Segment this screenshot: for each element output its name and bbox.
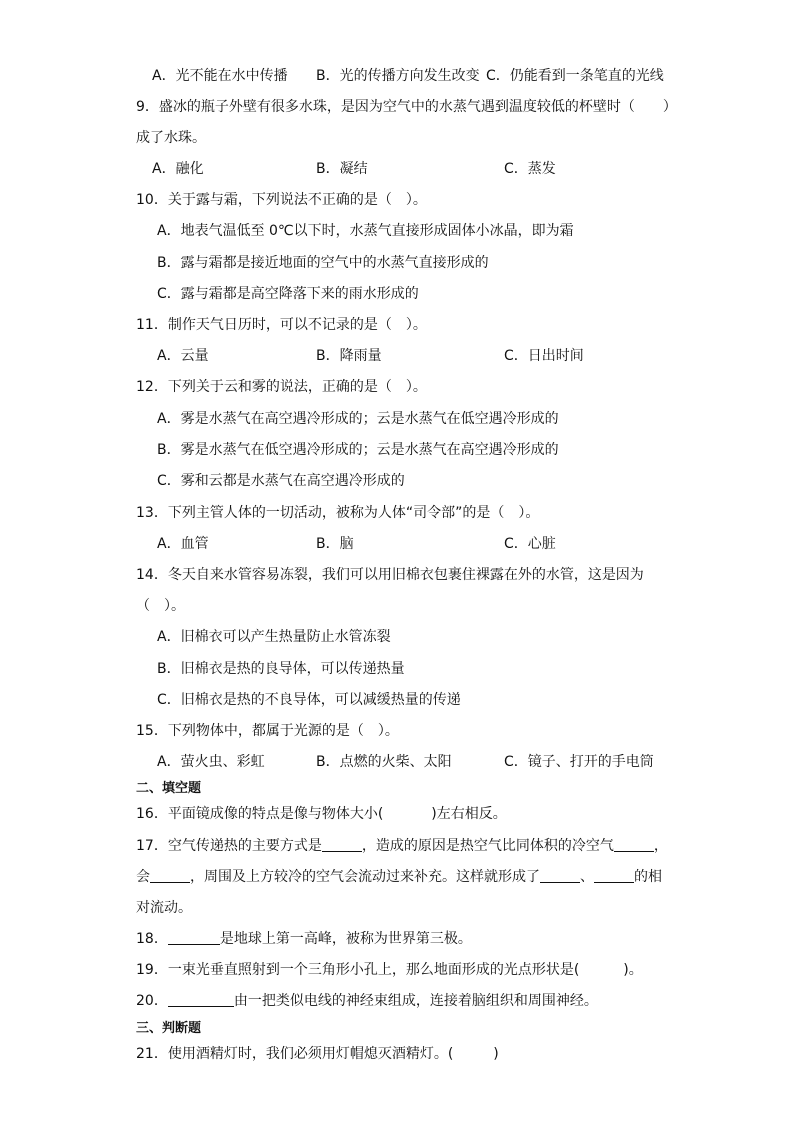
- q17-line3: 对流动。: [136, 900, 192, 916]
- q12-option-c: C．雾和云都是水蒸气在高空遇冷形成的: [157, 473, 405, 489]
- q21: [136, 1044, 499, 1064]
- q9-option-a: A．融化: [152, 161, 204, 177]
- q18: [136, 929, 472, 949]
- q17-blank-3[interactable]: [150, 868, 190, 883]
- q20-number: 20．: [136, 993, 168, 1009]
- q17-blank-5[interactable]: [594, 868, 634, 883]
- q14-option-a: A．旧棉衣可以产生热量防止水管冻裂: [157, 629, 391, 645]
- q19-text-b: )。: [623, 962, 643, 978]
- q16-text-a: 16．平面镜成像的特点是像与物体大小(: [136, 806, 384, 822]
- q9-stem-line2: 成了水珠。: [136, 130, 206, 146]
- q19: [136, 960, 643, 980]
- q20-text: 由一把类似电线的神经束组成，连接着脑组织和周围神经。: [233, 993, 598, 1009]
- q17-text-7: 的相: [634, 869, 662, 885]
- q14-option-b: B．旧棉衣是热的良导体，可以传递热量: [157, 661, 405, 677]
- q17-blank-4[interactable]: [540, 868, 580, 883]
- q9-option-b: B．凝结: [316, 161, 368, 177]
- section-fill-in-heading: 二、填空题: [136, 781, 202, 796]
- q15-option-b: B．点燃的火柴、太阳: [316, 754, 452, 770]
- q12-option-a: A．雾是水蒸气在高空遇冷形成的；云是水蒸气在低空遇冷形成的: [157, 411, 559, 427]
- q10-option-b: B．露与霜都是接近地面的空气中的水蒸气直接形成的: [157, 255, 489, 271]
- q17-blank-1[interactable]: [322, 837, 362, 852]
- q8-option-b: B．光的传播方向发生改变: [316, 68, 480, 84]
- q17-text-4: 会: [136, 869, 150, 885]
- section-judge-heading: 三、判断题: [136, 1021, 202, 1036]
- q11-option-b: B．降雨量: [316, 348, 382, 364]
- q8-option-a: A．光不能在水中传播: [152, 68, 288, 84]
- q17-text-2: ，造成的原因是热空气比同体积的冷空气: [361, 838, 614, 854]
- q12-option-b: B．雾是水蒸气在低空遇冷形成的；云是水蒸气在高空遇冷形成的: [157, 442, 559, 458]
- q18-blank[interactable]: [168, 930, 220, 945]
- q20-blank[interactable]: [168, 992, 234, 1007]
- q15-option-c: C．镜子、打开的手电筒: [504, 754, 654, 770]
- q11-option-a: A．云量: [157, 348, 209, 364]
- q17-text-3: ，: [653, 838, 668, 854]
- q14-option-c: C．旧棉衣是热的不良导体，可以减缓热量的传递: [157, 692, 461, 708]
- q17-line2: [136, 867, 662, 887]
- q18-number: 18．: [136, 931, 168, 947]
- q17-text-1: 17．空气传递热的主要方式是: [136, 838, 322, 854]
- q15-stem: 15．下列物体中，都属于光源的是（ ）。: [136, 723, 399, 739]
- q13-option-c: C．心脏: [504, 536, 556, 552]
- q21-text-b: ): [493, 1046, 499, 1062]
- q10-option-c: C．露与霜都是高空降落下来的雨水形成的: [157, 286, 419, 302]
- q10-option-a: A．地表气温低至 0℃以下时，水蒸气直接形成固体小冰晶，即为霜: [157, 223, 574, 239]
- q14-stem-line2: （ ）。: [136, 598, 185, 614]
- q9-stem-line1: 9．盛冰的瓶子外壁有很多水珠，是因为空气中的水蒸气遇到温度较低的杯壁时（ ）: [136, 99, 677, 115]
- q16: [136, 804, 507, 824]
- q11-stem: 11．制作天气日历时，可以不记录的是（ ）。: [136, 317, 427, 333]
- q17-line1: [136, 836, 668, 856]
- q10-stem: 10．关于露与霜，下列说法不正确的是（ ）。: [136, 192, 427, 208]
- q12-stem: 12．下列关于云和雾的说法，正确的是（ ）。: [136, 379, 427, 395]
- q8-option-c: C．仍能看到一条笔直的光线: [486, 68, 664, 84]
- q9-option-c: C．蒸发: [504, 161, 556, 177]
- q13-option-a: A．血管: [157, 536, 209, 552]
- q13-option-b: B．脑: [316, 536, 354, 552]
- q17-blank-2[interactable]: [614, 837, 654, 852]
- q13-stem: 13．下列主管人体的一切活动，被称为人体“司令部”的是（ ）。: [136, 505, 540, 521]
- q18-text: 是地球上第一高峰，被称为世界第三极。: [219, 931, 472, 947]
- q17-text-6: 、: [580, 869, 594, 885]
- q20: [136, 991, 598, 1011]
- q15-option-a: A．萤火虫、彩虹: [157, 754, 265, 770]
- q17-text-5: ，周围及上方较冷的空气会流动过来补充。这样就形成了: [190, 869, 540, 885]
- q21-text-a: 21．使用酒精灯时，我们必须用灯帽熄灭酒精灯。(: [136, 1046, 454, 1062]
- q14-stem-line1: 14．冬天自来水管容易冻裂，我们可以用旧棉衣包裹住裸露在外的水管，这是因为: [136, 567, 644, 583]
- q11-option-c: C．日出时间: [504, 348, 584, 364]
- q19-text-a: 19．一束光垂直照射到一个三角形小孔上，那么地面形成的光点形状是(: [136, 962, 580, 978]
- q16-text-b: )左右相反。: [431, 806, 507, 822]
